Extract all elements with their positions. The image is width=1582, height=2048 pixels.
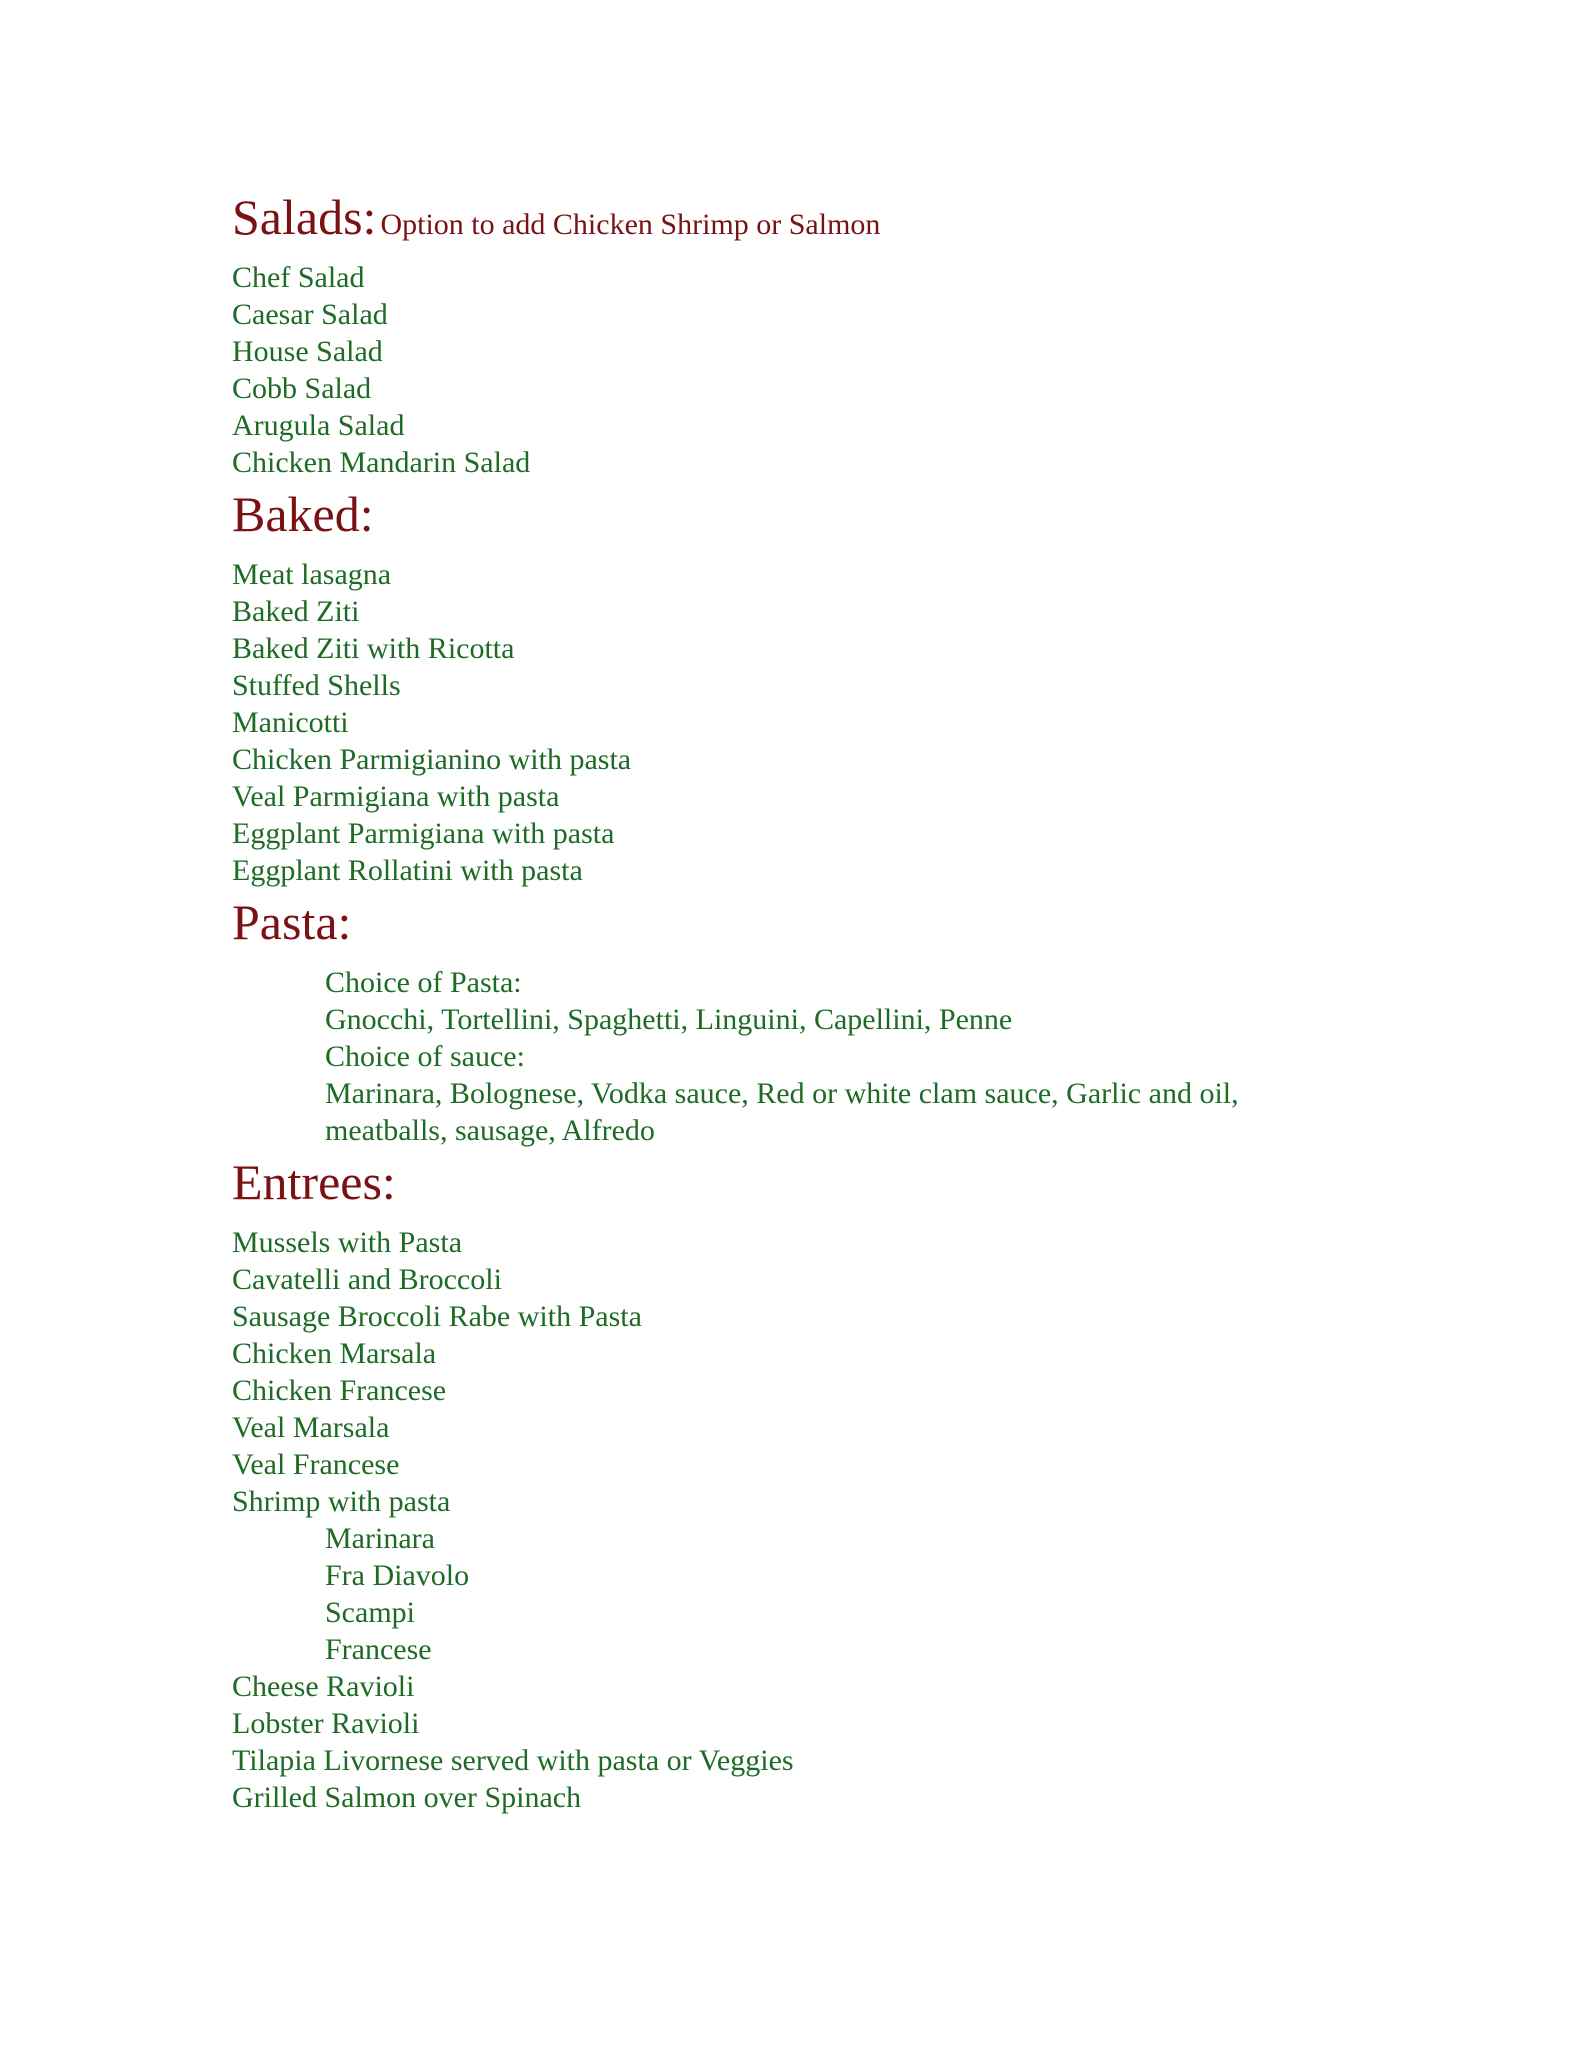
baked-section <box>232 485 1412 889</box>
entrees-list <box>232 1224 1412 1816</box>
entrees-heading: Entrees: <box>232 1154 396 1210</box>
menu-item: Lobster Ravioli <box>232 1707 420 1740</box>
menu-item: Chicken Francese <box>232 1374 447 1407</box>
choice-of-pasta-label: Choice of Pasta: <box>325 966 522 999</box>
salads-note: Option to add Chicken Shrimp or Salmon <box>380 208 881 241</box>
pasta-choices <box>232 964 1325 1149</box>
entrees-heading-row <box>232 1153 1412 1224</box>
menu-item: Grilled Salmon over Spinach <box>232 1781 582 1814</box>
shrimp-option: Marinara <box>325 1522 435 1555</box>
menu-item: Manicotti <box>232 706 349 739</box>
menu-item: Chef Salad <box>232 261 365 294</box>
pasta-section <box>232 893 1412 1149</box>
menu-item: Cobb Salad <box>232 372 372 405</box>
pasta-heading: Pasta: <box>232 894 352 950</box>
menu-item: Tilapia Livornese served with pasta or Veggies <box>232 1744 794 1777</box>
menu-item: Veal Francese <box>232 1448 400 1481</box>
salads-list <box>232 259 1412 481</box>
menu-item: Mussels with Pasta <box>232 1226 463 1259</box>
menu-page <box>232 188 1412 1816</box>
menu-item: Caesar Salad <box>232 298 388 331</box>
choice-of-pasta-options: Gnocchi, Tortellini, Spaghetti, Linguini, Capellini, Penne <box>325 1003 1013 1036</box>
menu-item: Chicken Marsala <box>232 1337 437 1370</box>
salads-heading: Salads: <box>232 189 377 245</box>
salads-section <box>232 188 1412 481</box>
choice-of-sauce-label: Choice of sauce: <box>325 1040 525 1073</box>
salads-heading-row <box>232 188 1412 259</box>
menu-item: Chicken Parmigianino with pasta <box>232 743 632 776</box>
baked-heading-row <box>232 485 1412 556</box>
menu-item: Stuffed Shells <box>232 669 401 702</box>
choice-of-sauce-options: Marinara, Bolognese, Vodka sauce, Red or white clam sauce, Garlic and oil, meatballs, sausage, Alfredo <box>325 1077 1239 1147</box>
menu-item: Veal Parmigiana with pasta <box>232 780 560 813</box>
menu-item: Eggplant Rollatini with pasta <box>232 854 583 887</box>
menu-item: Cavatelli and Broccoli <box>232 1263 502 1296</box>
menu-item: Meat lasagna <box>232 558 392 591</box>
menu-item: Eggplant Parmigiana with pasta <box>232 817 615 850</box>
menu-item: Shrimp with pasta <box>232 1485 451 1518</box>
pasta-heading-row <box>232 893 1412 964</box>
baked-heading: Baked: <box>232 486 374 542</box>
menu-item: House Salad <box>232 335 383 368</box>
menu-item: Baked Ziti with Ricotta <box>232 632 515 665</box>
menu-item: Sausage Broccoli Rabe with Pasta <box>232 1300 642 1333</box>
menu-item: Arugula Salad <box>232 409 405 442</box>
shrimp-option: Scampi <box>325 1596 415 1629</box>
entrees-section <box>232 1153 1412 1816</box>
shrimp-option: Fra Diavolo <box>325 1559 470 1592</box>
shrimp-option: Francese <box>325 1633 432 1666</box>
menu-item: Chicken Mandarin Salad <box>232 446 531 479</box>
menu-item: Cheese Ravioli <box>232 1670 415 1703</box>
menu-item: Baked Ziti <box>232 595 360 628</box>
menu-item: Veal Marsala <box>232 1411 390 1444</box>
baked-list <box>232 556 1412 889</box>
